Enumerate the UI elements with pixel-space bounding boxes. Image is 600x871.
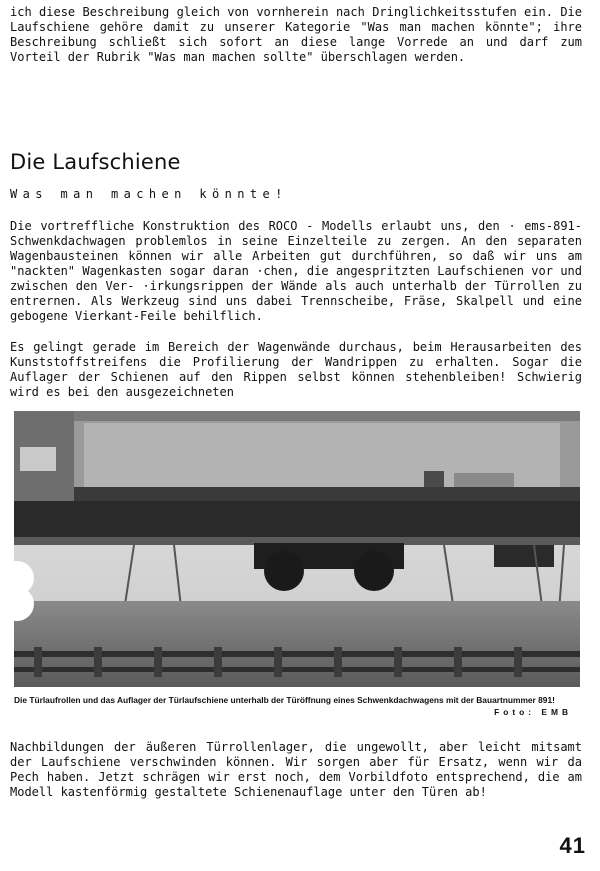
photo-credit: Foto: EMB: [494, 707, 572, 717]
intro-paragraph: ich diese Beschreibung gleich von vornherein nach Dringlichkeitsstufen ein. Die Laufschiene gehöre damit zu unserer Kategorie "Was man machen könnte"; ihre Beschreibung schließt sich sofort an diese lange Vorrede an und darf zum Vorteil der Rubrik "Was man machen sollte" überschlagen werden.: [10, 5, 582, 64]
section-heading: Die Laufschiene: [10, 150, 181, 174]
section-subtitle: Was man machen könnte!: [10, 187, 288, 201]
wagon-photo: [14, 411, 580, 687]
wagon-photo-drawing: [14, 411, 580, 687]
body-paragraph-3: Nachbildungen der äußeren Türrollenlager, die ungewollt, aber leicht mitsamt der Laufschiene verschwinden können. Wir sorgen aber für Ersatz, wenn wir da Pech haben. Jetzt schrägen wir erst noch, dem Vorbildfoto entsprechend, die am Modell kastenförmig gestaltete Schienenauflage unter den Türen ab!: [10, 740, 582, 799]
body-paragraph-2: Es gelingt gerade im Bereich der Wagenwände durchaus, beim Herausarbeiten des Kunststoffstreifens die Profilierung der Wandrippen zu erhalten. Sogar die Auflager der Schienen auf den Rippen selbst können stehenbleiben! Schwierig wird es bei den ausgezeichneten: [10, 340, 582, 399]
page-number: 41: [559, 833, 586, 858]
caption-text: Die Türlaufrollen und das Auflager der Türlaufschiene unterhalb der Türöffnung eines Schwenkdachwagens mit der Bauartnummer 891!: [14, 695, 555, 705]
body-paragraph-1: Die vortreffliche Konstruktion des ROCO - Modells erlaubt uns, den ⋅ ems-891-Schwenkdachwagen problemlos in seine Einzelteile zu zergen. An den separaten Wagenbausteinen können wir alle Arbeiten gut durchführen, so daß wir uns am "nackten" Wagenkasten sogar daran ⋅chen, die angespritzten Laufschienen vor und zwischen den Ver- ⋅irkungsrippen der Wände als auch unterhalb der Türrollen zu entrernen. Als Werkzeug sind uns dabei Trennscheibe, Fräse, Skalpell und eine gebogene Vierkant-Feile behilflich.: [10, 219, 582, 323]
photo-caption: [14, 694, 580, 717]
